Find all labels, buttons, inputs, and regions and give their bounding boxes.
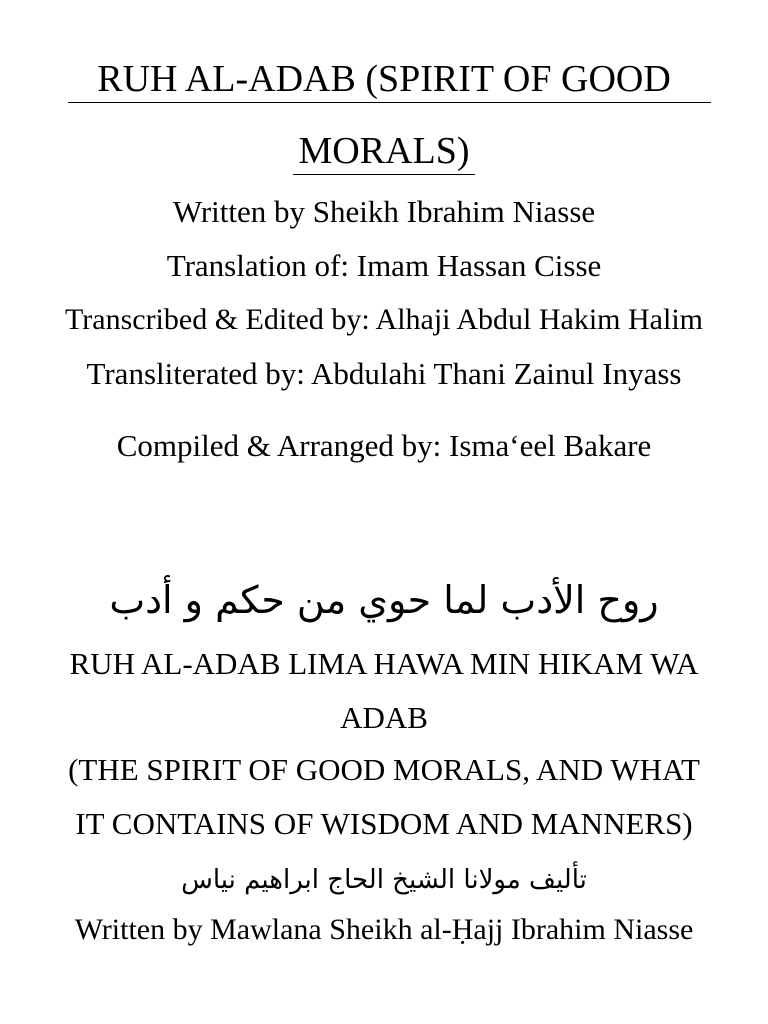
title-line-1: RUH AL-ADAB (SPIRIT OF GOOD	[97, 58, 671, 100]
arabic-author: تأليف مولانا الشيخ الحاج ابراهيم نياس	[181, 865, 587, 895]
arabic-title: روح الأدب لما حوي من حكم و أدب	[109, 578, 659, 622]
title-underline-2	[293, 174, 475, 175]
credit-translation-of: Translation of: Imam Hassan Cisse	[166, 248, 602, 283]
transliteration-line-2: ADAB	[340, 700, 428, 735]
credit-transliterated-by: Transliterated by: Abdulahi Thani Zainul Inyass	[86, 356, 682, 391]
credit-transcribed-by: Transcribed & Edited by: Alhaji Abdul Hakim Halim	[65, 303, 703, 336]
author-line: Written by Mawlana Sheikh al-Ḥajj Ibrahim Niasse	[74, 913, 694, 946]
title-underline-1	[68, 102, 711, 103]
subtitle-line-2: IT CONTAINS OF WISDOM AND MANNERS)	[75, 806, 693, 841]
transliteration-line-1: RUH AL-ADAB LIMA HAWA MIN HIKAM WA	[69, 646, 699, 681]
credit-written-by: Written by Sheikh Ibrahim Niasse	[172, 194, 596, 229]
title-line-2: MORALS)	[298, 130, 470, 172]
credit-compiled-by: Compiled & Arranged by: Isma‘eel Bakare	[116, 428, 652, 463]
subtitle-line-1: (THE SPIRIT OF GOOD MORALS, AND WHAT	[68, 752, 700, 787]
